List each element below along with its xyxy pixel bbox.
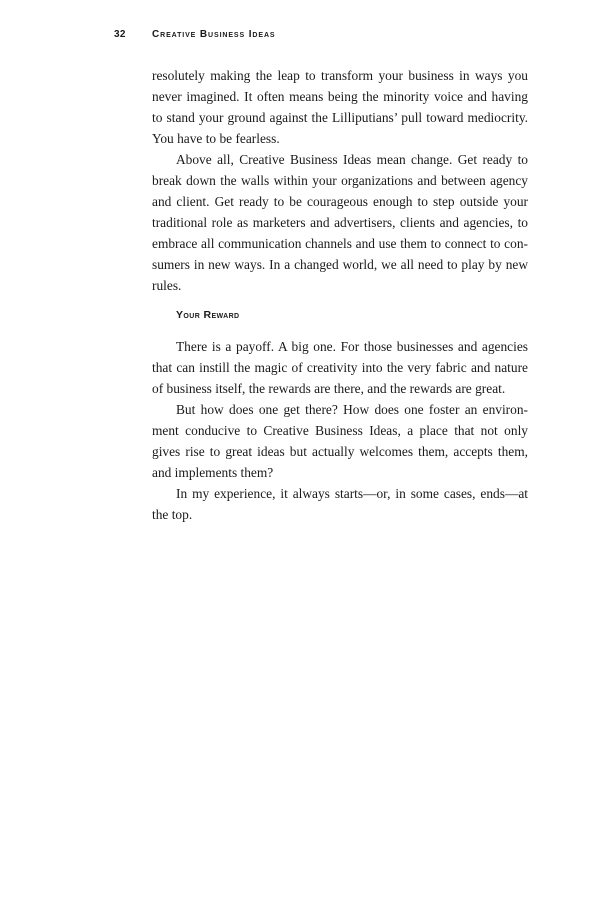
paragraph-experience: In my experience, it always starts—or, in some cases, ends—at the top. xyxy=(152,486,528,522)
running-head xyxy=(114,29,275,43)
paragraph-question: But how does one get there? How does one foster an environment conducive to Creative Business Ideas, a place that not only gives rise to great ideas but actually welcomes them, accepts them, and implements them? xyxy=(152,402,528,480)
paragraph-continuation: resolutely making the leap to transform your business in ways you never imagined. It often means being the minority voice and having to stand your ground against the Lilliputians’ pull toward mediocrity. You have to be fearless. xyxy=(152,68,528,146)
running-title: Creative Business Ideas xyxy=(152,29,276,40)
paragraph-change: Above all, Creative Business Ideas mean change. Get ready to break down the walls within your organizations and between agency and client. Get ready to be courageous enough to step outside your traditional role as marketers and advertisers, clients and agencies, to embrace all communication channels and use them to connect to consumers in new ways. In a changed world, we all need to play by new rules. xyxy=(152,152,528,293)
body-text xyxy=(152,65,528,525)
paragraph-payoff: There is a payoff. A big one. For those businesses and agencies that can instill the magic of creativity into the very fabric and nature of business itself, the rewards are there, and the rewards are great. xyxy=(152,339,528,396)
page-number: 32 xyxy=(114,29,126,40)
section-heading: Your Reward xyxy=(176,309,240,321)
